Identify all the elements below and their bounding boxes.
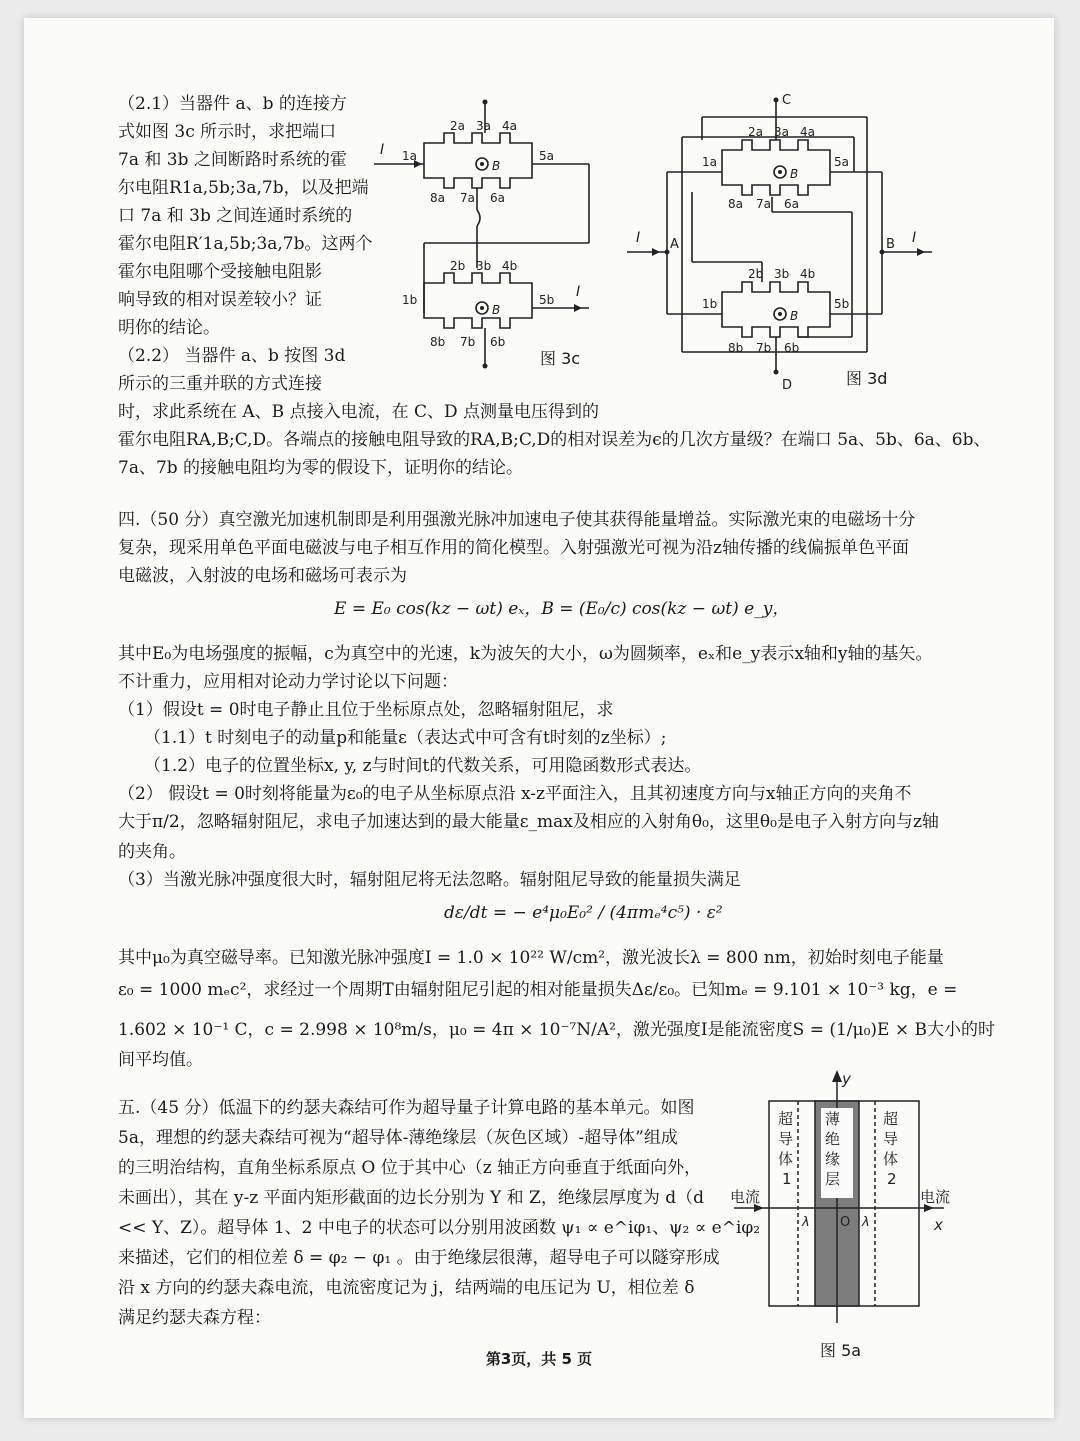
equation-em-field: E = E₀ cos(kz − ωt) eₓ，B = (E₀/c) cos(kz − ωt) e_y， [334,599,790,619]
fig3d-label: 8a [728,197,743,211]
fig3d-label: B [790,167,799,181]
section4-line: 四.（50 分）真空激光加速机制即是利用强激光脉冲加速电子使其获得能量增益。实际激光束的电磁场十分 [118,510,916,530]
section4-line: （3）当激光脉冲强度很大时，辐射阻尼将无法忽略。辐射阻尼导致的能量损失满足 [118,870,741,890]
fig5a-label: 超 [778,1110,794,1128]
fig5a-caption: 图 5a [820,1341,862,1360]
figure-3d [622,92,942,393]
text-line: 7a 和 3b 之间断路时系统的霍 [118,150,347,170]
section4-line: （1）假设t = 0时电子静止且位于坐标原点处，忽略辐射阻尼，求 [118,700,614,720]
text-line: 所示的三重并联的方式连接 [118,374,322,394]
text-line: 明你的结论。 [118,318,220,338]
fig3c-label: 2a [450,119,465,133]
section5-line: 未画出），其在 y-z 平面内矩形截面的边长分别为 Y 和 Z，绝缘层厚度为 d（d [118,1188,705,1208]
fig5a-label: 薄 [825,1110,841,1128]
section5-line: << Y、Z）。超导体 1、2 中电子的状态可以分别用波函数 ψ₁ ∝ e^iφ₁、ψ₂ ∝ e^iφ₂ [118,1218,761,1238]
fig3c-label: 4b [502,259,518,273]
fig3c-label: I [576,284,581,300]
fig5a-label: x [934,1216,943,1234]
text-line: 响导致的相对误差较小？证 [118,290,322,310]
fig3d-label: 6b [784,341,800,355]
fig3c-caption: 图 3c [540,349,581,368]
section5-line: 5a，理想的约瑟夫森结可视为“超导体-薄绝缘层（灰色区域）-超导体”组成 [118,1128,678,1148]
fig3c-label: 6a [490,191,505,205]
fig3c-label: 8a [430,191,445,205]
fig5a-label: 导 [883,1130,899,1148]
section4-line: 间平均值。 [118,1050,203,1070]
fig3c-label: 1b [402,293,418,307]
fig3d-label: 4a [800,125,815,139]
section5-line: 五.（45 分）低温下的约瑟夫森结可作为超导量子计算电路的基本单元。如图 [118,1098,695,1118]
fig3d-label: B [790,309,799,323]
fig5a-label: 体 [778,1150,794,1168]
fig3d-label: 1b [702,297,718,311]
fig3d-label: 7a [756,197,771,211]
section5-line: 满足约瑟夫森方程： [118,1308,271,1328]
fig5a-label: 绝 [825,1130,841,1148]
fig3d-label: 8b [728,341,744,355]
fig3d-label: 1a [702,155,717,169]
exam-page [24,18,1054,1418]
section5-line: 来描述，它们的相位差 δ = φ₂ − φ₁ 。由于绝缘层很薄，超导电子可以隧穿形成 [118,1248,720,1268]
text-line: 霍尔电阻RA,B;C,D。各端点的接触电阻导致的RA,B;C,D的相对误差为ϵ的几次方量级？在端口 5a、5b、6a、6b、 [118,430,991,450]
fig3d-label: 2a [748,125,763,139]
fig3d-label: D [782,378,793,393]
text-line: 尔电阻R1a,5b;3a,7b，以及把端 [118,178,369,198]
fig5a-label: 缘 [825,1150,841,1168]
section4-line: ε₀ = 1000 mₑc²，求经过一个周期T由辐射阻尼引起的相对能量损失Δε/ε₀。已知mₑ = 9.101 × 10⁻³ kg，e = [118,980,958,1000]
fig3d-label: 5b [834,297,850,311]
fig5a-label: 电流 [730,1188,761,1206]
section4-line: （1.1）t 时刻电子的动量p和能量ε（表达式中可含有t时刻的z坐标）; [144,728,667,748]
fig5a-label: O [840,1215,851,1230]
section4-line: 复杂，现采用单色平面电磁波与电子相互作用的简化模型。入射强激光可视为沿z轴传播的线偏振单色平面 [118,538,909,558]
fig3d-label: I [912,230,917,246]
text-line: 式如图 3c 所示时，求把端口 [118,122,337,142]
figure-3c [364,98,604,388]
text-line: 口 7a 和 3b 之间连通时系统的 [118,206,353,226]
fig3c-label: 6b [490,335,506,349]
fig3c-label: 8b [430,335,446,349]
section5-line: 沿 x 方向的约瑟夫森电流，电流密度记为 j，结两端的电压记为 U，相位差 δ [118,1278,695,1298]
fig3d-label: B [886,237,895,252]
section4-line: （2） 假设t = 0时刻将能量为ε₀的电子从坐标原点沿 x-z平面注入，且其初速度方向与x轴正方向的夹角不 [118,784,912,804]
fig5a-label: 1 [782,1170,792,1188]
fig5a-label: 2 [887,1170,897,1188]
text-line: （2.2） 当器件 a、b 按图 3d [118,346,346,366]
fig5a-label: 导 [778,1130,794,1148]
text-line: 7a、7b 的接触电阻均为零的假设下，证明你的结论。 [118,458,524,478]
text-line: （2.1）当器件 a、b 的连接方 [118,94,347,114]
fig3d-label: 6a [784,197,799,211]
fig3d-label: A [670,237,679,252]
fig3c-label: B [492,303,501,317]
fig5a-label: 电流 [920,1188,951,1206]
fig3d-label: 3a [774,125,789,139]
section4-line: 其中E₀为电场强度的振幅，c为真空中的光速，k为波矢的大小，ω为圆频率，eₓ和e_y表示x轴和y轴的基矢。 [118,644,933,664]
equation-radiation-damping: dε/dt = − e⁴μ₀E₀² / (4πmₑ⁴c⁵) · ε² [444,903,723,923]
fig3d-label: 2b [748,267,764,281]
fig3c-label: 7b [460,335,476,349]
section4-line: 不计重力，应用相对论动力学讨论以下问题： [118,672,458,692]
section4-line: 1.602 × 10⁻¹ C，c = 2.998 × 10⁸m/s，μ₀ = 4π × 10⁻⁷N/A²，激光强度I是能流密度S = (1/μ₀)E × B大小的时 [118,1020,995,1040]
fig5a-label: 层 [825,1170,841,1188]
fig3d-label: 3b [774,267,790,281]
fig5a-label: 超 [883,1110,899,1128]
fig3d-label: I [636,230,641,246]
fig3c-label: B [492,159,501,173]
fig3c-label: 4a [502,119,517,133]
section5-line: 的三明治结构，直角坐标系原点 O 位于其中心（z 轴正方向垂直于纸面向外， [118,1158,702,1178]
section4-line: （1.2）电子的位置坐标x, y, z与时间t的代数关系，可用隐函数形式表达。 [144,756,702,776]
fig5a-label: λ [802,1215,810,1230]
fig5a-label: y [842,1070,851,1088]
section4-line: 大于π/2，忽略辐射阻尼，求电子加速达到的最大能量ε_max及相应的入射角θ₀，这里θ₀是电子入射方向与z轴 [118,812,939,832]
section4-line: 其中μ₀为真空磁导率。已知激光脉冲强度I = 1.0 × 10²² W/cm²，激光波长λ = 800 nm，初始时刻电子能量 [118,948,944,968]
fig3c-label: 7a [460,191,475,205]
fig3c-label: 5a [539,149,554,163]
text-line: 时，求此系统在 A、B 点接入电流，在 C、D 点测量电压得到的 [118,402,600,422]
fig3d-caption: 图 3d [846,369,888,388]
fig3c-label: 1a [402,149,417,163]
fig3d-label: 4b [800,267,816,281]
text-line: 霍尔电阻R′1a,5b;3a,7b。这两个 [118,234,373,254]
fig3c-label: 3b [476,259,492,273]
page-footer: 第3页，共 5 页 [485,1350,593,1368]
fig3c-label: 5b [539,293,555,307]
fig5a-label: λ [862,1215,870,1230]
section4-line: 电磁波，入射波的电场和磁场可表示为 [118,566,407,586]
fig5a-label: 体 [883,1150,899,1168]
fig3d-label: C [782,93,792,108]
fig3c-label: I [380,142,385,158]
figure-5a [724,1068,954,1348]
text-line: 霍尔电阻哪个受接触电阻影 [118,262,322,282]
fig3c-label: 2b [450,259,466,273]
section4-line: 的夹角。 [118,842,186,862]
fig3d-label: 5a [834,155,849,169]
fig3d-label: 7b [756,341,772,355]
fig3c-label: 3a [476,119,491,133]
